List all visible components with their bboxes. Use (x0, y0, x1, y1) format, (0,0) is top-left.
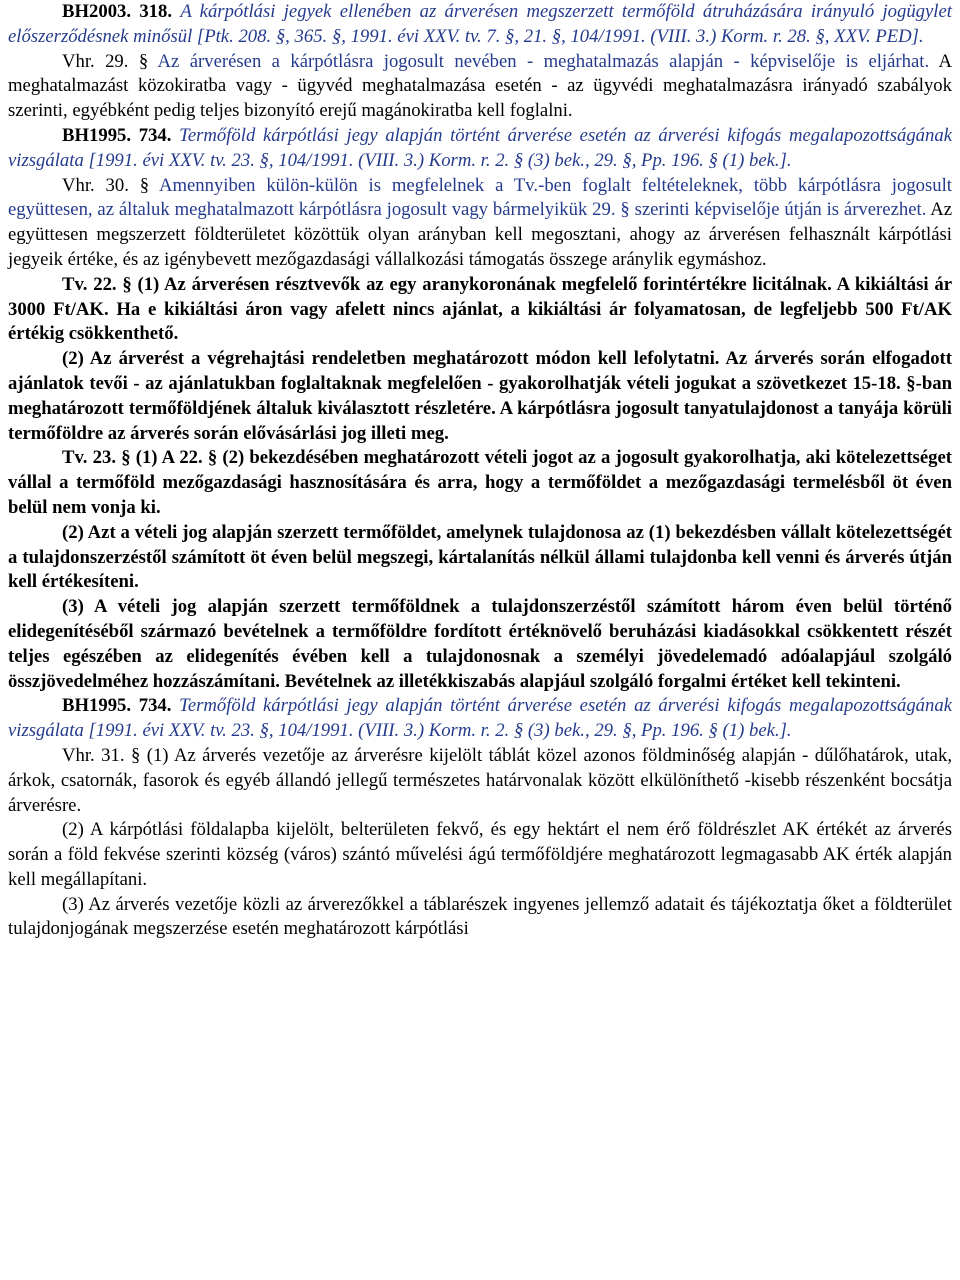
vhr29-text2: A meghatalmazást közokiratba vagy - ügyvéd meghatalmazása esetén - az ügyvédi meghatalmazásra irányadó szabályok szerinti, egyébként pedig teljes bizonyító erejű magánokiratba kell foglalni. (8, 50, 953, 122)
vhr30-paragraph (8, 174, 952, 273)
tv23-para3: (3) A vételi jog alapján szerzett termőföldnek a tulajdonszerzéstől számított három éven belül történő elidegenítéséből származó bevételnek a termőföldre fordított értéknövelő beruházási kiadásokkal csökkentett részét teljes egészében az elidegenítés évében kell a tulajdonosnak a személyi jövedelemadó adóalapjául szolgáló összjövedelméhez hozzászámítani. Bevételnek az illetékkiszabás alapjául szolgáló forgalmi értéket kell tekinteni. (8, 596, 952, 692)
bh2003-paragraph (8, 0, 952, 50)
section-ref: Vhr. 30. § (62, 174, 150, 196)
case-summary-link[interactable]: A kárpótlási jegyek ellenében az árverésen megszerzett termőföld átruházására irányuló jogügylet előszerződésnek minősül [Ptk. 208. §, 365. §, 1991. évi XXV. tv. 7. §, 21. §, 104/1991. (VIII. 3.) Korm. r. 28. §, XXV. PED]. (8, 1, 952, 47)
vhr30-text1[interactable]: Amennyiben külön-külön is megfelelnek a Tv.-ben foglalt feltételeknek, több kárpótlásra jogosult együttesen, az általuk meghatalmazott kárpótlásra jogosult vagy bármelyikük 29. § szerinti képviselője útján is árverezhet. (8, 174, 953, 221)
tv23-para2: (2) Azt a vételi jog alapján szerzett termőföldet, amelynek tulajdonosa az (1) bekezdésben vállalt kötelezettségét a tulajdonszerzéstől számított öt éven belül megszegi, kártalanítás nélkül állami tulajdonba kell venni és árverés útján kell értékesíteni. (8, 521, 952, 593)
case-ref: BH1995. 734. (62, 695, 172, 717)
case-summary-link[interactable]: Termőföld kárpótlási jegy alapján történt árverése esetén az árverési kifogás megalapozottságának vizsgálata [1991. évi XXV. tv. 23. §, 104/1991. (VIII. 3.) Korm. r. 2. § (3) bek., 29. §, Pp. 196. § (1) bek.]. (8, 695, 952, 742)
vhr31-para3: (3) Az árverés vezetője közli az árverezőkkel a táblarészek ingyenes jellemző adatait és tájékoztatja őket a földterület tulajdonjogának megszerzése esetén meghatározott kárpótlási (8, 893, 952, 940)
vhr31-para1: Vhr. 31. § (1) Az árverés vezetője az árverésre kijelölt táblát közel azonos földminőség alapján - dűlőhatárok, utak, árkok, csatornák, fasorok és egyéb állandó jellegű természetes határvonalak között elkülöníthető -kisebb részenként bocsátja árverésre. (8, 744, 952, 816)
tv22-para2: (2) Az árverést a végrehajtási rendeletben meghatározott módon kell lefolytatni. Az árverés során elfogadott ajánlatok tevői - az ajánlatukban foglaltaknak megfelelően - gyakorolhatják vételi jogukat a szövetkezet 15-18. §-ban meghatározott termőföldjének általuk kiválasztott részletére. A kárpótlásra jogosult tanyatulajdonost a tanyája körüli termőföldre az árverés során elővásárlási jog illeti meg. (8, 348, 952, 444)
tv23-para1: Tv. 23. § (1) A 22. § (2) bekezdésében meghatározott vételi jogot az a jogosult gyakorolhatja, aki kötelezettséget vállal a termőföld mezőgazdasági hasznosítására és arra, hogy a termőföldet a mezőgazdasági termelésből öt éven belül nem vonja ki. (8, 447, 952, 518)
vhr31-para2: (2) A kárpótlási földalapba kijelölt, belterületen fekvő, és egy hektárt el nem érő földrészlet AK értékét az árverés során a föld fekvése szerinti község (város) szántó művelési ágú termőföldjére meghatározott legmagasabb AK érték alapján kell megállapítani. (8, 819, 952, 890)
case-ref: BH1995. 734. (62, 124, 172, 146)
bh1995-paragraph-b (8, 694, 952, 744)
tv22-para1: Tv. 22. § (1) Az árverésen résztvevők az egy aranykoronának megfelelő forintértékre licitálnak. A kikiáltási ár 3000 Ft/AK. Ha e kikiáltási áron vagy afelett nincs ajánlat, a kikiáltási ár folyamatosan, de legfeljebb 500 Ft/AK értékig csökkenthető. (8, 273, 952, 345)
bh1995-paragraph-a (8, 124, 952, 174)
vhr30-text2: Az együttesen megszerzett földterületet közöttük olyan arányban kell megosztani, ahogy az árverésen felhasznált kárpótlási jegyeik értéke, és az igénybevett mezőgazdasági vállalkozási támogatás összege aránylik egymáshoz. (8, 199, 952, 270)
document-page (8, 0, 952, 942)
case-ref: BH2003. 318. (62, 1, 173, 22)
section-ref: Vhr. 29. § (62, 50, 149, 72)
vhr29-text1[interactable]: Az árverésen a kárpótlásra jogosult nevében - meghatalmazás alapján - képviselője is eljárhat. (157, 50, 930, 72)
case-summary-link[interactable]: Termőföld kárpótlási jegy alapján történt árverése esetén az árverési kifogás megalapozottságának vizsgálata [1991. évi XXV. tv. 23. §, 104/1991. (VIII. 3.) Korm. r. 2. § (3) bek., 29. §, Pp. 196. § (1) bek.]. (8, 124, 952, 171)
vhr29-paragraph (8, 50, 952, 124)
